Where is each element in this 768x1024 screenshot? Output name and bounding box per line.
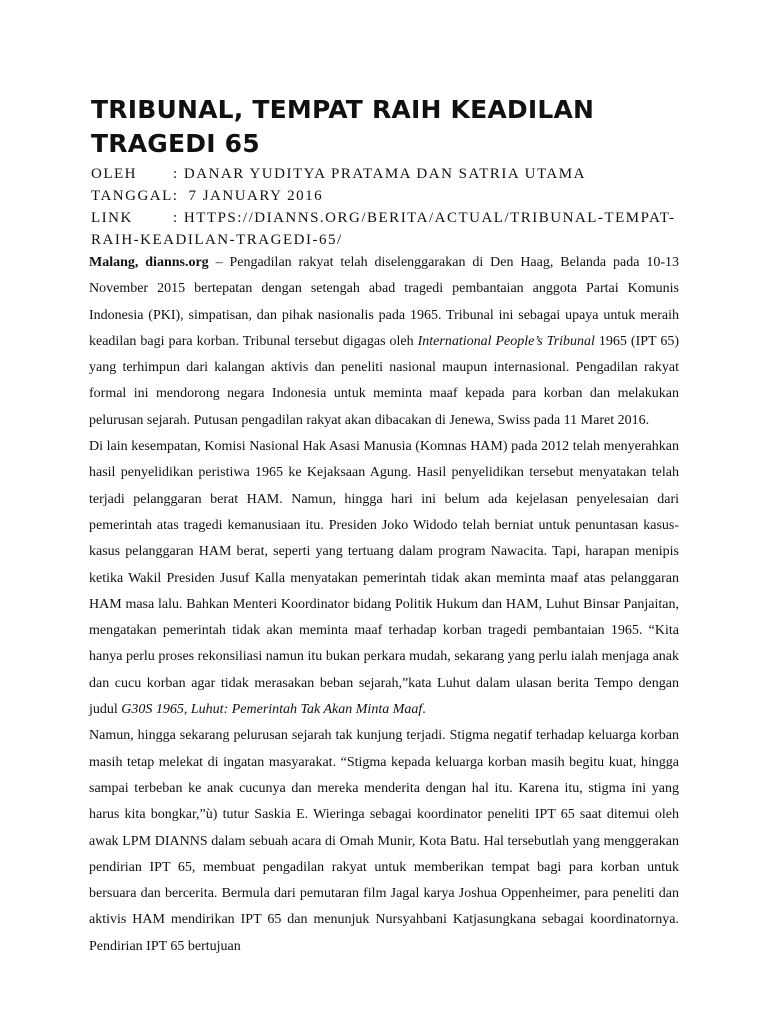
tempo-article-title: G30S 1965, Luhut: Pemerintah Tak Akan Minta Maaf — [121, 702, 423, 718]
date-value: 7 JANUARY 2016 — [188, 188, 324, 204]
link-label: LINK — [91, 210, 133, 226]
meta-author-row — [91, 163, 691, 185]
dateline: Malang, dianns.org — [89, 255, 209, 270]
paragraph-2-text-a: Di lain kesempatan, Komisi Nasional Hak Asasi Manusia (Komnas HAM) pada 2012 telah menyerahkan hasil penyelidikan peristiwa 1965 ke Kejaksaan Agung. Hasil penyelidikan tersebut menyatakan telah terjadi pelanggaran berat HAM. Namun, hingga hari ini belum ada kejelasan penyelesaian dari pemerintah atas tragedi kemanusiaan itu. Presiden Joko Widodo telah berniat untuk penuntasan kasus-kasus pelanggaran HAM berat, seperti yang tertuang dalam program Nawacita. Tapi, harapan menipis ketika Wakil Presiden Jusuf Kalla menyatakan pemerintah tidak akan meminta maaf atas pelanggaran HAM masa lalu. Bahkan Menteri Koordinator bidang Politik Hukum dan HAM, Luhut Binsar Panjaitan, mengatakan pemerintah tidak akan meminta maaf terhadap korban tragedi pembantaian 1965. “Kita hanya perlu proses rekonsiliasi namun itu bukan perkara mudah, sekarang yang perlu ialah menjaga anak dan cucu korban agar tidak merasakan beban sejarah,”kata Luhut dalam ulasan berita Tempo dengan judul — [89, 439, 679, 718]
link-value-line2: RAIH-KEADILAN-TRAGEDI-65/ — [91, 232, 343, 248]
meta-link-row — [91, 207, 691, 229]
author-value: : DANAR YUDITYA PRATAMA DAN SATRIA UTAMA — [173, 166, 586, 182]
document-meta — [91, 163, 691, 251]
document-title: TRIBUNAL, TEMPAT RAIH KEADILAN TRAGEDI 65 — [91, 95, 595, 158]
link-value-line1: : HTTPS://DIANNS.ORG/BERITA/ACTUAL/TRIBUNAL-TEMPAT- — [173, 210, 676, 226]
paragraph-3: Namun, hingga sekarang pelurusan sejarah tak kunjung terjadi. Stigma negatif terhadap keluarga korban masih tetap melekat di ingatan masyarakat. “Stigma kepada keluarga korban masih begitu kuat, hingga sampai terbeban ke anak cucunya dan mereka menderita dengan hal itu. Karena itu, stigma ini yang harus kita bongkar,”ù) tutur Saskia E. Wieringa sebagai koordinator peneliti IPT 65 saat ditemui oleh awak LPM DIANNS dalam sebuah acara di Omah Munir, Kota Batu. Hal tersebutlah yang menggerakan pendirian IPT 65, membuat pengadilan rakyat untuk memberikan tempat bagi para korban untuk bersuara dan bercerita. Bermula dari pemutaran film Jagal karya Joshua Oppenheimer, para peneliti dan aktivis HAM mendirikan IPT 65 dan menunjuk Nursyahbani Katjasungkana sebagai koordinatornya. Pendirian IPT 65 bertujuan — [89, 728, 679, 954]
meta-link-row-cont — [91, 229, 691, 251]
article-body — [89, 250, 679, 960]
paragraph-1-text-b: 1965 (IPT 65) yang terhimpun dari kalangan aktivis dan peneliti nasional maupun internasional. Pengadilan rakyat formal ini mendorong negara Indonesia untuk meminta maaf kepada para korban dan melakukan pelurusan sejarah. Putusan pengadilan rakyat akan dibacakan di Jenewa, Swiss pada 11 Maret 2016. — [89, 333, 679, 428]
date-label: TANGGAL: — [91, 188, 179, 204]
paragraph-1-text-a: – Pengadilan rakyat telah diselenggarakan di Den Haag, Belanda pada 10-13 November 2015 bertepatan dengan setengah abad tragedi pembantaian anggota Partai Komunis Indonesia (PKI), simpatisan, dan pihak nasionalis pada 1965. Tribunal ini sebagai upaya untuk meraih keadilan bagi para korban. Tribunal tersebut digagas oleh — [89, 255, 679, 349]
paragraph-2-text-b: . — [422, 702, 426, 718]
ipt-name: International People’s Tribunal — [417, 333, 595, 349]
paragraph-1 — [89, 250, 679, 434]
paragraph-2 — [89, 434, 679, 723]
author-label: OLEH — [91, 166, 137, 182]
meta-date-row — [91, 185, 691, 207]
